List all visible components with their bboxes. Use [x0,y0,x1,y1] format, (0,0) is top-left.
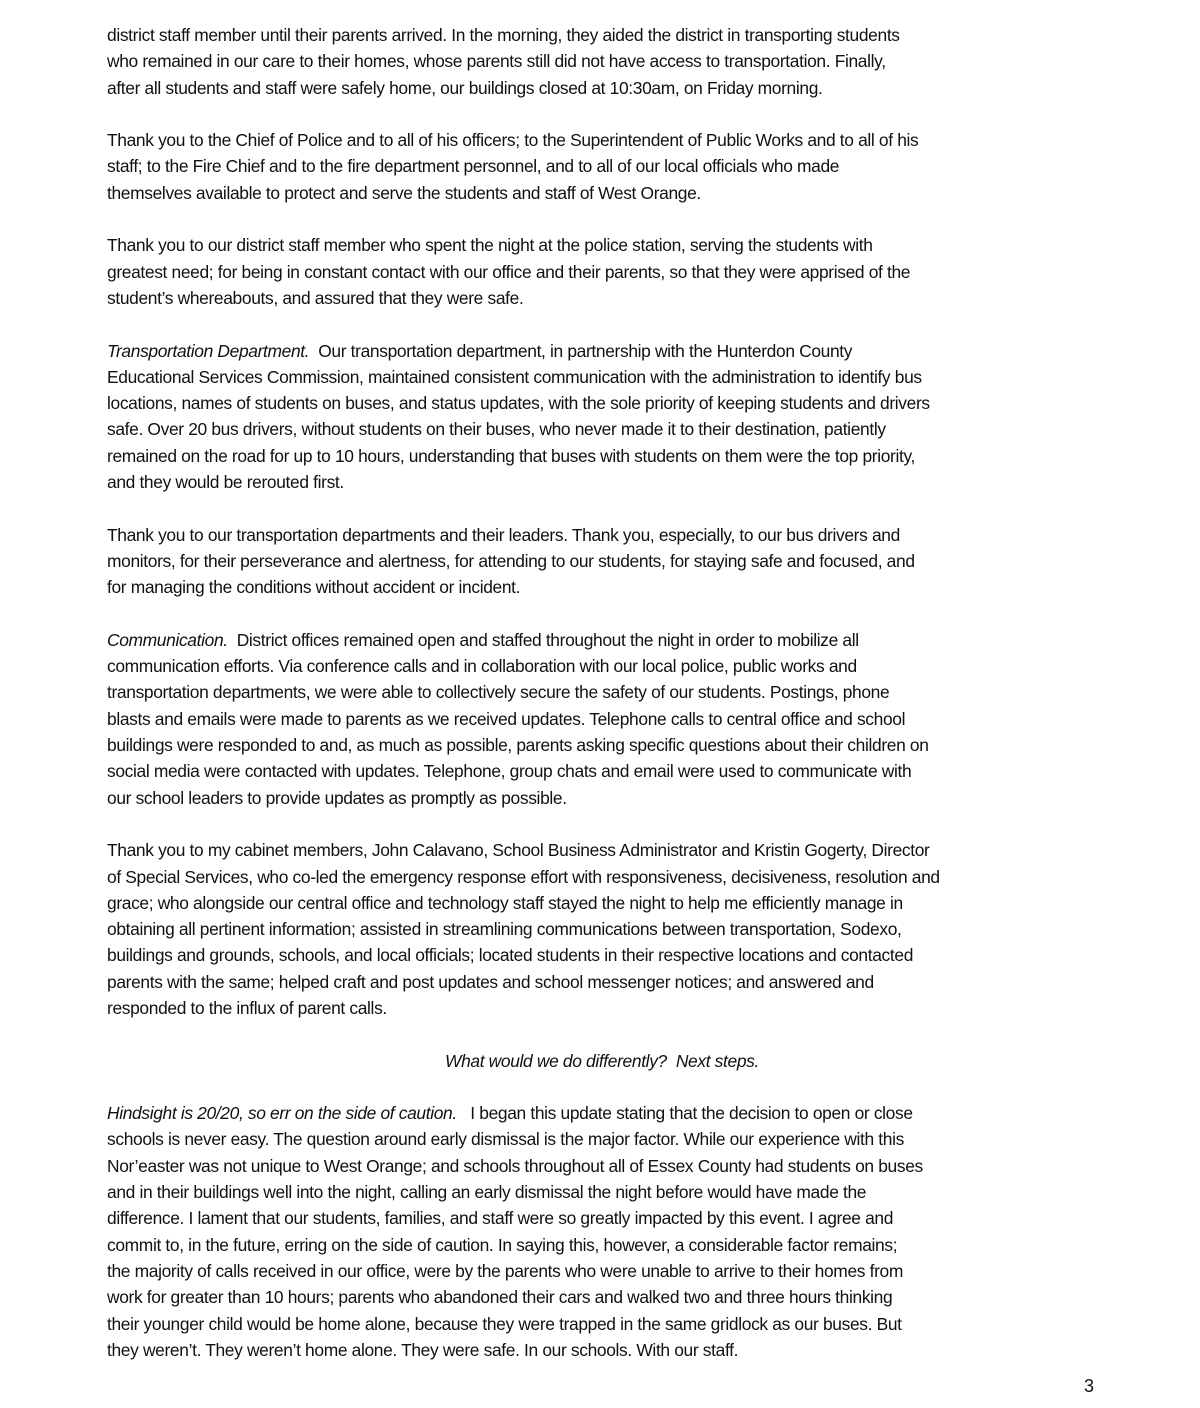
text-line: after all students and staff were safely home, our buildings closed at 10:30am, on Friday morning. [107,77,823,98]
text-line: remained on the road for up to 10 hours, understanding that buses with students on them were the top priority, [107,445,916,466]
text-line: safe. Over 20 bus drivers, without students on their buses, who never made it to their destination, patiently [107,419,886,440]
text-line: responded to the influx of parent calls. [107,997,387,1018]
text-line: the majority of calls received in our office, were by the parents who were unable to arrive to their homes from [107,1260,903,1281]
text-line: they weren’t. They weren’t home alone. They were safe. In our schools. With our staff. [107,1339,739,1360]
section-heading-next-steps [107,1048,1097,1074]
text-line: Nor’easter was not unique to West Orange; and schools throughout all of Essex County had students on buses [107,1155,923,1176]
page-number: 3 [1083,1376,1094,1396]
text-line: schools is never easy. The question around early dismissal is the major factor. While our experience with this [107,1129,904,1150]
text-line: social media were contacted with updates. Telephone, group chats and email were used to communicate with [107,761,912,782]
paragraph-thanks-cabinet [107,837,1097,1021]
paragraph-transportation-department [107,338,1097,496]
paragraph-thanks-district-staff [107,232,1097,311]
text-line: transportation departments, we were able to collectively secure the safety of our students. Postings, phone [107,682,890,703]
run-in-heading: Hindsight is 20/20, so err on the side of caution. [107,1103,457,1124]
section-heading: What would we do differently? Next steps. [445,1050,759,1071]
text-line: Thank you to our transportation departments and their leaders. Thank you, especially, to our bus drivers and [107,524,900,545]
text-line: our school leaders to provide updates as promptly as possible. [107,787,567,808]
text-line: and in their buildings well into the night, calling an early dismissal the night before would have made the [107,1182,867,1203]
text-line: Educational Services Commission, maintained consistent communication with the administration to identify bus [107,366,922,387]
run-in-heading: Transportation Department. [107,340,310,361]
paragraph-thanks-transportation [107,522,1097,601]
text-line: who remained in our care to their homes, whose parents still did not have access to transportation. Finally, [107,51,886,72]
text-line: and they would be rerouted first. [107,472,344,493]
text-line: greatest need; for being in constant contact with our office and their parents, so that they were apprised of the [107,261,911,282]
text-line: Thank you to the Chief of Police and to all of his officers; to the Superintendent of Public Works and to all of his [107,130,919,151]
text-line: Communication. District offices remained open and staffed throughout the night in order to mobilize all [107,629,859,650]
paragraph-thanks-officials [107,127,1097,206]
document-body [107,22,1097,1389]
text-line: grace; who alongside our central office and technology staff stayed the night to help me efficiently manage in [107,892,903,913]
paragraph-overnight-care [107,22,1097,101]
text-line: locations, names of students on buses, and status updates, with the sole priority of keeping students and drivers [107,393,930,414]
text-line: buildings and grounds, schools, and local officials; located students in their respective locations and contacted [107,945,914,966]
text-line: Hindsight is 20/20, so err on the side of caution. I began this update stating that the decision to open or close [107,1103,913,1124]
text-line: work for greater than 10 hours; parents who abandoned their cars and walked two and three hours thinking [107,1287,893,1308]
text-line: staff; to the Fire Chief and to the fire department personnel, and to all of our local officials who made [107,156,840,177]
paragraph-hindsight [107,1100,1097,1363]
text-line: themselves available to protect and serve the students and staff of West Orange. [107,182,701,203]
text-line: Thank you to my cabinet members, John Calavano, School Business Administrator and Kristin Gogerty, Director [107,840,930,861]
text-line: Thank you to our district staff member who spent the night at the police station, serving the students with [107,235,873,256]
text-line: their younger child would be home alone, because they were trapped in the same gridlock as our buses. But [107,1313,902,1334]
text-line: student’s whereabouts, and assured that they were safe. [107,287,524,308]
text-line: blasts and emails were made to parents as we received updates. Telephone calls to central office and school [107,708,906,729]
text-line: obtaining all pertinent information; assisted in streamlining communications between transportation, Sodexo, [107,919,902,940]
text-line: for managing the conditions without accident or incident. [107,577,521,598]
text-line: monitors, for their perseverance and alertness, for attending to our students, for staying safe and focused, and [107,550,915,571]
text-line: communication efforts. Via conference calls and in collaboration with our local police, public works and [107,656,857,677]
text-line: commit to, in the future, erring on the side of caution. In saying this, however, a considerable factor remains; [107,1234,898,1255]
text-line: parents with the same; helped craft and post updates and school messenger notices; and answered and [107,971,874,992]
text-line: difference. I lament that our students, families, and staff were so greatly impacted by this event. I agree and [107,1208,894,1229]
paragraph-communication [107,627,1097,811]
text-line: buildings were responded to and, as much as possible, parents asking specific questions about their children on [107,735,929,756]
text-line: Transportation Department. Our transportation department, in partnership with the Hunterdon County [107,340,853,361]
text-line: district staff member until their parents arrived. In the morning, they aided the district in transporting students [107,25,900,45]
text-line: of Special Services, who co-led the emergency response effort with responsiveness, decisiveness, resolution and [107,866,940,887]
run-in-heading: Communication. [107,629,228,650]
